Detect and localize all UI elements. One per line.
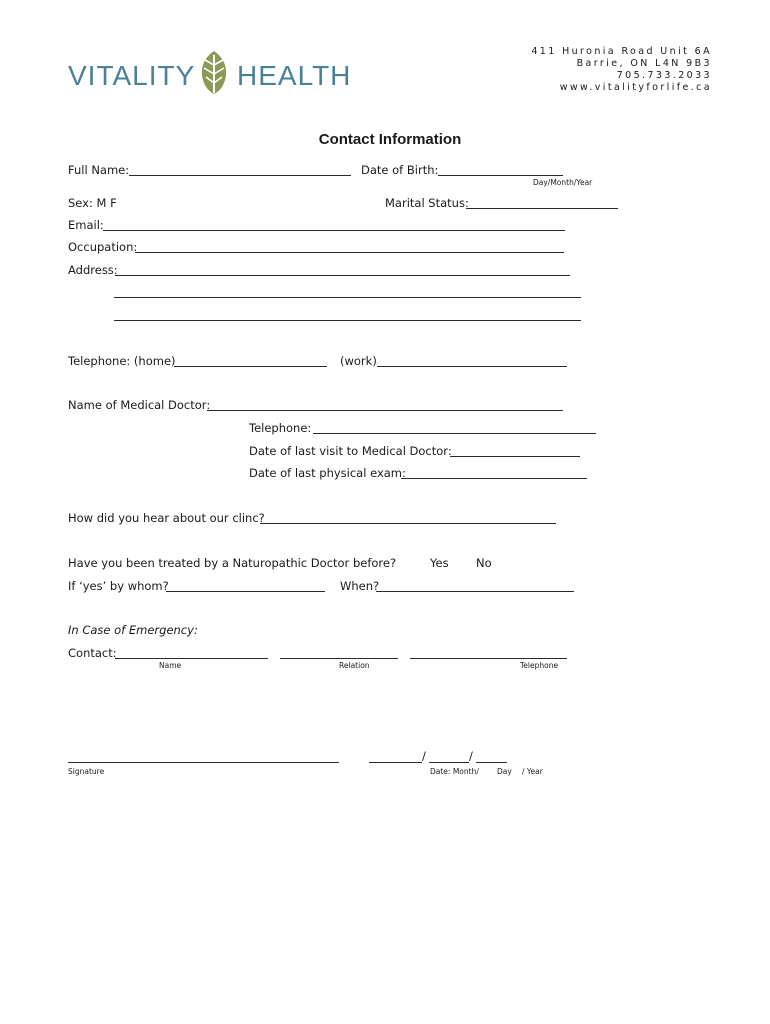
date-slash-2: / (469, 749, 473, 763)
contact-label: Contact: (68, 646, 117, 660)
relation-hint: Relation (339, 661, 370, 670)
address-field-2[interactable] (114, 297, 581, 298)
last-exam-label: Date of last physical exam: (249, 466, 406, 480)
yes-option[interactable]: Yes (430, 556, 449, 570)
address-field-1[interactable] (115, 275, 570, 276)
dob-hint: Day/Month/Year (533, 178, 593, 187)
naturopath-label: Have you been treated by a Naturopathic Doctor before? (68, 556, 397, 570)
telephone-work-label: (work) (340, 354, 377, 368)
contact-telephone-field[interactable] (410, 658, 567, 659)
doctor-field[interactable] (207, 410, 563, 411)
full-name-field[interactable] (129, 175, 351, 176)
address-line-1: 411 Huronia Road Unit 6A (531, 46, 712, 57)
last-visit-label: Date of last visit to Medical Doctor: (249, 444, 452, 458)
website: www.vitalityforlife.ca (559, 82, 712, 93)
date-day-field[interactable] (429, 762, 469, 763)
date-year-field[interactable] (476, 762, 507, 763)
date-month-field[interactable] (369, 762, 422, 763)
logo-health: HEALTH (237, 60, 352, 91)
logo-vitality: VITALITY (68, 60, 196, 91)
last-exam-field[interactable] (401, 478, 587, 479)
signature-field[interactable] (68, 762, 339, 763)
by-whom-field[interactable] (166, 591, 325, 592)
emergency-heading: In Case of Emergency: (68, 623, 198, 637)
telephone-home-label: Telephone: (home) (68, 354, 176, 368)
name-hint: Name (159, 661, 182, 670)
occupation-label: Occupation: (68, 240, 138, 254)
dob-label: Date of Birth: (361, 163, 439, 177)
telephone-work-field[interactable] (377, 366, 567, 367)
doctor-label: Name of Medical Doctor: (68, 398, 211, 412)
last-visit-field[interactable] (450, 456, 580, 457)
when-label: When? (340, 579, 380, 593)
contact-name-field[interactable] (115, 658, 268, 659)
telephone-home-field[interactable] (174, 366, 327, 367)
date-year-hint: / Year (522, 767, 543, 776)
phone-number: 705.733.2033 (616, 70, 712, 81)
no-option[interactable]: No (476, 556, 492, 570)
date-slash-1: / (422, 749, 426, 763)
date-day-hint: Day (497, 767, 512, 776)
doctor-telephone-label: Telephone: (249, 421, 312, 435)
page-title: Contact Information (318, 131, 462, 148)
address-field-3[interactable] (114, 320, 581, 321)
date-month-hint: Date: Month/ (430, 767, 479, 776)
dob-field[interactable] (438, 175, 563, 176)
address-line-2: Barrie, ON L4N 9B3 (576, 58, 712, 69)
hear-field[interactable] (260, 523, 556, 524)
by-whom-label: If ‘yes’ by whom? (68, 579, 169, 593)
doctor-telephone-field[interactable] (313, 433, 596, 434)
marital-label: Marital Status: (385, 196, 469, 210)
marital-field[interactable] (466, 208, 618, 209)
when-field[interactable] (376, 591, 574, 592)
telephone-hint: Telephone (520, 661, 559, 670)
signature-hint: Signature (68, 767, 105, 776)
email-label: Email: (68, 218, 104, 232)
contact-relation-field[interactable] (280, 658, 398, 659)
full-name-label: Full Name: (68, 163, 130, 177)
address-label: Address: (68, 263, 118, 277)
email-field[interactable] (103, 230, 565, 231)
sex-label: Sex: M F (68, 196, 117, 210)
leaf-icon (196, 49, 232, 95)
occupation-field[interactable] (135, 252, 564, 253)
hear-label: How did you hear about our clinc? (68, 511, 265, 525)
